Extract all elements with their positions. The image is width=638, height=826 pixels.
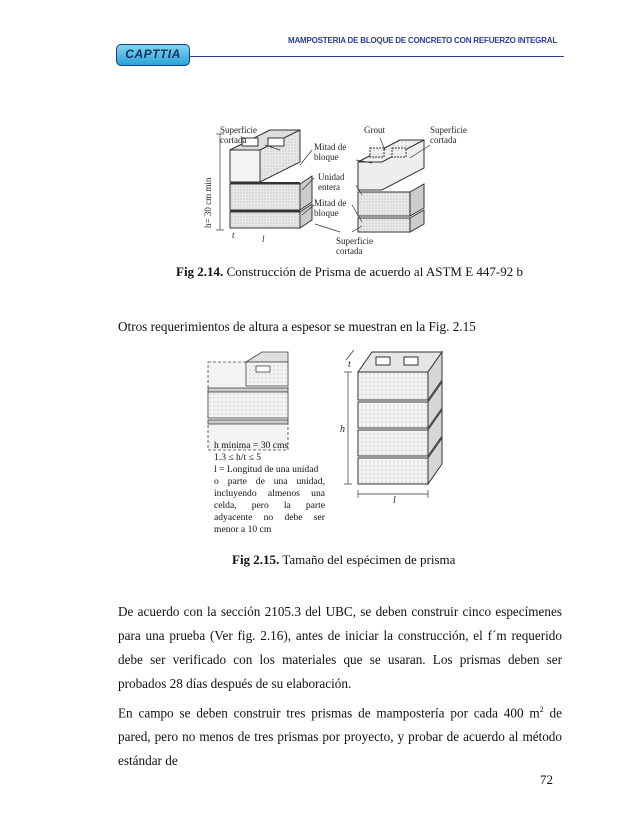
- figure-2-15-info: h minima = 30 cms 1.3 ≤ h/t ≤ 5 l = Longitud de una unidad o parte de una unidad, incluyendo almenos una celda, pero la parte adyacente no debe ser menor a 10 cm: [214, 440, 325, 535]
- label-mitad-bottom: Mitad de bloque: [314, 198, 347, 218]
- label-superficie-left: Superficie cortada: [220, 125, 257, 145]
- label-h-fig2: h: [340, 424, 345, 435]
- page-number: 72: [540, 772, 553, 787]
- label-t-fig1: t: [232, 230, 235, 240]
- paragraph-2: De acuerdo con la sección 2105.3 del UBC, se deben construir cinco especímenes para una prueba (Ver fig. 2.16), antes de iniciar la construcción, el f´m requerido debe ser verificado con los materiales que se usaran. Los prismas deben ser probados 28 días después de su elaboración.: [118, 604, 562, 691]
- label-superficie-right: Superficie cortada: [430, 125, 467, 145]
- label-l-fig2: l: [393, 495, 396, 506]
- figure-2-15-caption: Fig 2.15. Tamaño del espécimen de prisma: [232, 552, 456, 567]
- label-mitad-top: Mitad de bloque: [314, 142, 347, 162]
- label-unidad-entera: Unidad entera: [318, 172, 345, 192]
- label-grout: Grout: [364, 125, 385, 135]
- label-l-fig1: l: [262, 234, 265, 244]
- paragraph-3: En campo se deben construir tres prismas de mampostería por cada 400 $m^2$ de pared, pero no menos de tres prismas por proyecto, y probar de acuerdo al método estándar de: [118, 705, 562, 769]
- label-height: h= 30 cm min: [203, 177, 213, 228]
- figure-2-14-caption: Fig 2.14. Construcción de Prisma de acuerdo al ASTM E 447-92 b: [176, 264, 523, 279]
- paragraph-1: Otros requerimientos de altura a espesor se muestran en la Fig. 2.15: [118, 319, 476, 334]
- running-header: MAMPOSTERIA DE BLOQUE DE CONCRETO CON REFUERZO INTEGRAL: [288, 36, 558, 45]
- prism-small-dashed: [208, 352, 288, 450]
- logo: CAPTTIA: [116, 44, 190, 66]
- prism-right-grouted: [358, 140, 424, 232]
- label-t-fig2: t: [348, 359, 351, 370]
- label-superficie-bottom: Superficie cortada: [336, 236, 373, 256]
- prism-tall: [344, 350, 442, 498]
